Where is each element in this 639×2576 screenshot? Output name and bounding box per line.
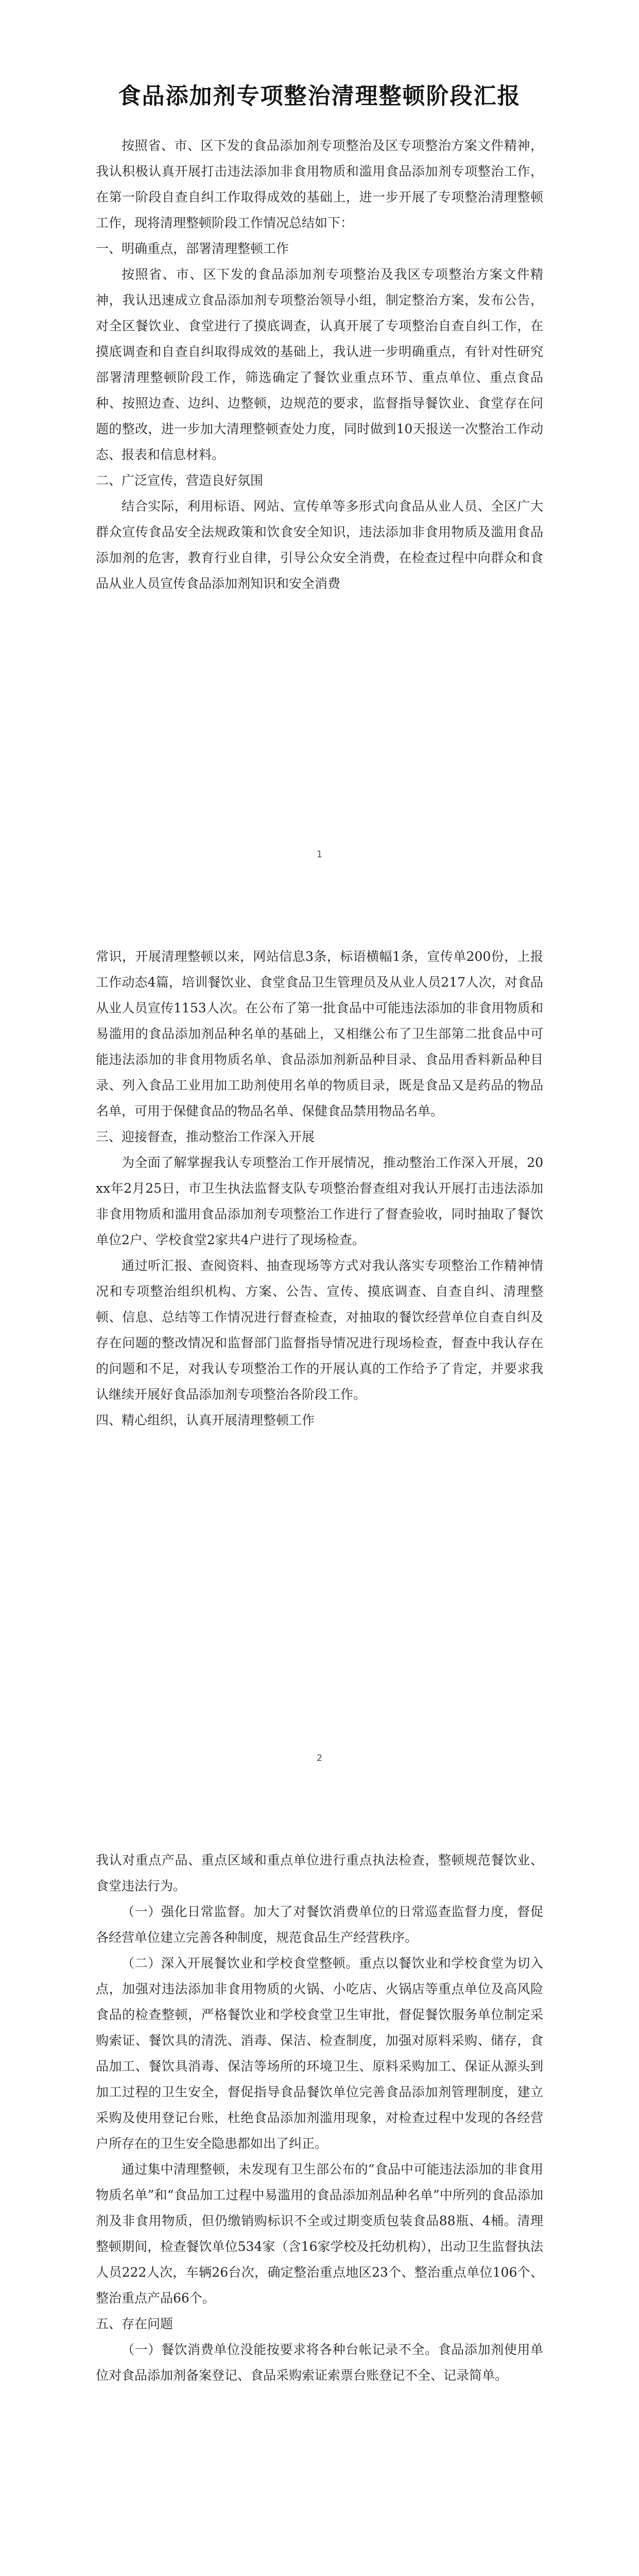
page-number: 1 [316, 849, 323, 860]
body-paragraph: 结合实际，利用标语、网站、宣传单等多形式向食品从业人员、全区广大群众宣传食品安全法规政策和饮食安全知识，违法添加非食用物质及滥用食品添加剂的危害，教育行业自律，引导公众安全消费，在检查过程中向群众和食品从业人员宣传食品添加剂知识和安全消费 [96, 499, 543, 591]
document-title: 食品添加剂专项整治清理整顿阶段汇报 [118, 83, 521, 109]
page-body [96, 1848, 543, 2388]
body-paragraph: 通过集中清理整顿，未发现有卫生部公布的“食品中可能违法添加的非食用物质名单”和“食品加工过程中易滥用的食品添加剂品种名单”中所列的食品添加剂及非食用物质，但仍缴销购标识不全或过期变质包装食品88瓶、4桶。清理整顿期间，检查餐饮单位534家（含16家学校及托幼机构），出动卫生监督执法人员222人次，车辆26台次，确定整治重点地区23个、整治重点单位106个、整治重点产品66个。 [96, 2162, 543, 2306]
body-paragraph: （二）深入开展餐饮业和学校食堂整顿。重点以餐饮业和学校食堂为切入点，加强对违法添加非食用物质的火锅、小吃店、火锅店等重点单位及高风险食品的检查整顿，严格餐饮业和学校食堂卫生审批，督促餐饮服务单位制定采购索证、餐饮具的清洗、消毒、保洁、检查制度，加强对原料采购、储存，食品加工、餐饮具消毒、保洁等场所的环境卫生、原料采购加工、保证从源头到加工过程的卫生安全，督促指导食品餐饮单位完善食品添加剂管理制度，建立采购及使用登记台账，杜绝食品添加剂滥用现象，对检查过程中发现的各经营户所存在的卫生安全隐患都如出了纠正。 [96, 1956, 543, 2151]
section-heading: 二、广泛宣传，营造良好氛围 [96, 473, 264, 488]
body-paragraph: （一）强化日常监督。加大了对餐饮消费单位的日常巡查监督力度，督促各经营单位建立完善各种制度，规范食品生产经营秩序。 [96, 1904, 543, 1945]
section-heading: 三、迎接督查，推动整治工作深入开展 [96, 1129, 315, 1144]
section-heading: 四、精心组织，认真开展清理整顿工作 [96, 1413, 315, 1428]
body-paragraph: （一）餐饮消费单位没能按要求将各种台帐记录不全。食品添加剂使用单位对食品添加剂备案登记、食品采购索证索票台账登记不全、记录简单。 [96, 2342, 543, 2383]
body-paragraph: 按照省、市、区下发的食品添加剂专项整治及我区专项整治方案文件精神，我认迅速成立食品添加剂专项整治领导小组，制定整治方案，发布公告，对全区餐饮业、食堂进行了摸底调查，认真开展了专项整治自查自纠工作，在摸底调查和自查自纠取得成效的基础上，我认进一步明确重点，有针对性研究部署清理整顿阶段工作，筛选确定了餐饮业重点环节、重点单位、重点食品种、按照边查、边纠、边整顿，边规范的要求，监督指导餐饮业、食堂存在问题的整改，进一步加大清理整顿查处力度，同时做到10天报送一次整治工作动态、报表和信息材料。 [96, 267, 543, 462]
section-heading: 一、明确重点，部署清理整顿工作 [96, 241, 289, 256]
body-paragraph: 通过听汇报、查阅资料、抽查现场等方式对我认落实专项整治工作精神情况和专项整治组织机构、方案、公告、宣传、摸底调查、自查自纠、清理整顿、信息、总结等工作情况进行督查检查，对抽取的餐饮经营单位自查自纠及存在问题的整改情况和监督部门监督指导情况进行现场检查，督查中我认存在的问题和不足，对我认专项整治工作的开展认真的工作给予了肯定，并要求我认继续开展好食品添加剂专项整治各阶段工作。 [96, 1258, 543, 1402]
body-paragraph: 为全面了解掌握我认专项整治工作开展情况，推动整治工作深入开展，20xx年2月25日，市卫生执法监督支队专项整治督查组对我认开展打击违法添加非食用物质和滥用食品添加剂专项整治工作进行了督查验收，同时抽取了餐饮单位2户、学校食堂2家共4户进行了现场检查。 [96, 1155, 543, 1247]
section-heading: 常识，开展清理整顿以来，网站信息3条，标语横幅1条，宣传单200份，上报工作动态4篇，培训餐饮业、食堂食品卫生管理员及从业人员217人次，对食品从业人员宣传1153人次。在公布了第一批食品中可能违法添加的非食用物质和易滥用的食品添加剂品种名单的基础上，又相继公布了卫生部第二批食品中可能违法添加的非食用物质名单、食品添加剂新品种目录、食品用香料新品种目录、列入食品工业用加工助剂使用名单的物质目录，既是食品又是药品的物品名单，可用于保健食品的物品名单、保健食品禁用物品名单。 [96, 949, 543, 1118]
document-page [0, 904, 639, 1807]
page-body [96, 133, 543, 597]
section-heading: 我认对重点产品、重点区域和重点单位进行重点执法检查，整顿规范餐饮业、食堂违法行为。 [96, 1853, 543, 1893]
page-body [96, 944, 543, 1433]
section-heading: 五、存在问题 [96, 2316, 174, 2331]
body-paragraph: 按照省、市、区下发的食品添加剂专项整治及区专项整治方案文件精神，我认积极认真开展打击违法添加非食用物质和滥用食品添加剂专项整治工作，在第一阶段自查自纠工作取得成效的基础上，进一步开展了专项整治清理整顿工作，现将清理整顿阶段工作情况总结如下： [96, 138, 543, 230]
page-number: 2 [316, 1753, 323, 1764]
document-page [0, 0, 639, 904]
document-page [0, 1807, 639, 2576]
